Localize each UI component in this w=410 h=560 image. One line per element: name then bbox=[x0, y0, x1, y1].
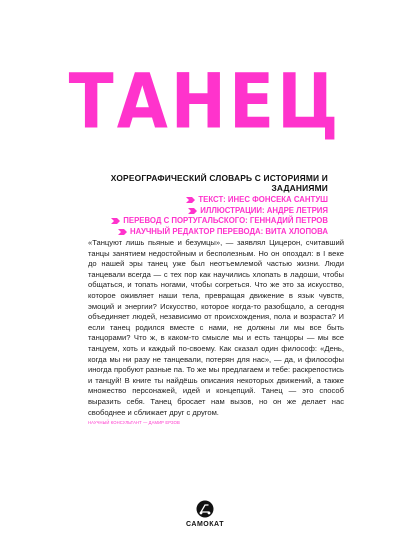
credit-editor bbox=[92, 227, 328, 238]
credit-text: НАУЧНЫЙ РЕДАКТОР ПЕРЕВОДА: ВИТА ХЛОПОВА bbox=[130, 226, 328, 236]
credit-text: ПЕРЕВОД С ПОРТУГАЛЬСКОГО: ГЕННАДИЙ ПЕТРОВ bbox=[123, 216, 328, 225]
credits-block bbox=[92, 173, 328, 237]
credit-text: ИЛЛЮСТРАЦИИ: АНДРЕ ЛЕТРИЯ bbox=[200, 205, 328, 215]
scooter-logo-icon bbox=[196, 500, 214, 518]
arrow-icon bbox=[118, 229, 127, 235]
credit-illustrator bbox=[92, 206, 328, 217]
credit-text: ТЕКСТ: ИНЕС ФОНСЕКА САНТУШ bbox=[198, 195, 328, 204]
publisher-name: САМОКАТ bbox=[186, 521, 224, 528]
credit-author bbox=[92, 195, 328, 206]
book-title: ТАНЕЦ bbox=[68, 57, 342, 146]
credit-translator bbox=[92, 216, 328, 227]
footnote: НАУЧНЫЙ КОНСУЛЬТАНТ — ДАМИР ЕРЗОВ bbox=[88, 420, 180, 425]
arrow-icon bbox=[188, 208, 197, 214]
arrow-icon bbox=[186, 197, 195, 203]
book-subtitle: ХОРЕОГРАФИЧЕСКИЙ СЛОВАРЬ С ИСТОРИЯМИ И ЗАДАНИЯМИ bbox=[110, 173, 328, 193]
arrow-icon bbox=[111, 218, 120, 224]
body-paragraph: «Танцуют лишь пьяные и безумцы», — заявлял Цицерон, считавший танцы занятием недостойным и бесполезным. Но он опоздал: в I веке до нашей эры танец уже был неотъемлемой частью жизни. Люди танцевали всегда — с тех пор как научились хлопать в ладоши, чтобы общаться, и топать ногами, чтобы согреться. Что же это за искусство, которое оживляет наши тела, превращая движение в язык чувств, эмоций и энергии? Искусство, которое когда-то разобщало, а сегодня объединяет людей, независимо от происхождения, пола и возраста? И если танец родился вместе с нами, не должны ли мы все быть танцорами? Что ж, в каком-то смысле мы и есть танцоры — мы все танцуем, хоть и каждый по-своему. Как сказал один философ: «День, когда мы ни разу не танцевали, потерян для нас», — да, и философы иногда пробуют разные па. То же мы предлагаем и тебе: раскрепостись и танцуй! В книге ты найдёшь описания некоторых движений, а также множество персонажей, идей и концепций. Танец — это способ выразить себя. Танец бросает нам вызов, но он же делает нас свободнее и сближает друг с другом. bbox=[88, 238, 344, 417]
